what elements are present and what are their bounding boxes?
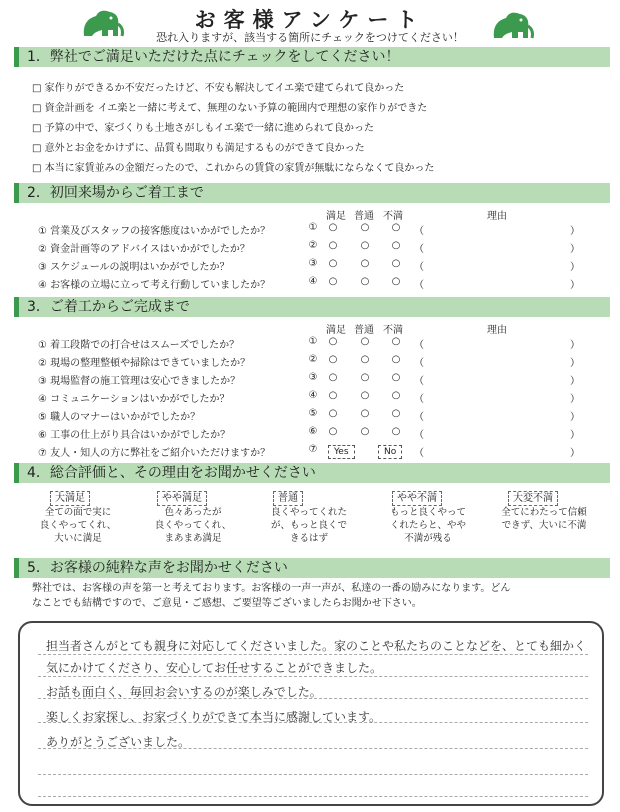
overall-rating-desc: まあまあ満足 — [164, 533, 222, 544]
question-number: ⑥ — [308, 426, 318, 437]
rating-radio[interactable]: ○ — [391, 408, 401, 419]
overall-rating-label: やや不満 — [392, 491, 442, 506]
overall-rating-option[interactable] — [488, 486, 600, 532]
rating-radio[interactable]: ○ — [328, 408, 338, 419]
overall-rating-desc: もっと良くやって — [389, 507, 466, 518]
page-title: お客様アンケート — [194, 8, 426, 32]
overall-rating-desc: 良くやってくれた — [270, 507, 347, 518]
checkbox-item[interactable]: □ 予算の中で、家づくりも土地さがしもイエ楽で一緒に進められて良かった — [32, 123, 375, 134]
question-number: ② — [308, 240, 318, 251]
column-header-satisfied: 満足 — [326, 325, 346, 336]
comment-line: お話も面白く、毎回お会いするのが楽しみでした。 — [46, 685, 322, 699]
rating-radio[interactable]: ○ — [391, 426, 401, 437]
section5-title: 5．お客様の純粋な声をお聞かせください — [14, 558, 610, 578]
rating-radio[interactable]: ○ — [360, 336, 370, 347]
column-header-satisfied: 満足 — [326, 211, 346, 222]
overall-rating-label: 大満足 — [50, 491, 90, 506]
column-header-dissatisfied: 不満 — [383, 211, 403, 222]
rating-radio[interactable]: ○ — [328, 426, 338, 437]
question-number: ⑦ — [308, 444, 318, 455]
no-option[interactable]: No — [378, 445, 402, 459]
question-label: ⑥ 工事の仕上がり具合はいかがでしたか？ — [38, 430, 231, 441]
column-header-reason: 理由 — [487, 325, 507, 336]
rating-radio[interactable]: ○ — [360, 354, 370, 365]
overall-rating-option[interactable] — [137, 486, 249, 545]
overall-rating-option[interactable] — [372, 486, 484, 545]
rating-radio[interactable]: ○ — [328, 240, 338, 251]
question-number: ③ — [308, 372, 318, 383]
question-number: ④ — [308, 276, 318, 287]
reason-close-paren: ） — [570, 412, 580, 423]
yes-option[interactable]: Yes — [328, 445, 355, 459]
overall-rating-desc: できず、大いに不満 — [501, 520, 587, 531]
overall-rating-desc: が、もっと良くで — [270, 520, 347, 531]
question-label: ⑦ 友人・知人の方に弊社をご紹介いただけますか？ — [38, 448, 271, 459]
overall-rating-desc: きるはず — [289, 533, 328, 544]
rating-radio[interactable]: ○ — [328, 222, 338, 233]
reason-close-paren: ） — [570, 358, 580, 369]
column-header-normal: 普通 — [354, 325, 374, 336]
intro-line: 弊社では、お客様の声を第一と考えております。お客様の一声一声が、私達の一番の励みになります。どん — [32, 583, 511, 594]
rating-radio[interactable]: ○ — [328, 354, 338, 365]
reason-open-paren: （ — [414, 262, 424, 273]
rating-radio[interactable]: ○ — [391, 336, 401, 347]
overall-rating-desc: 良くやってくれ、 — [39, 520, 117, 531]
rating-radio[interactable]: ○ — [391, 354, 401, 365]
rating-radio[interactable]: ○ — [360, 390, 370, 401]
comment-line: 楽しくお家探し、お家づくりができて本当に感謝しています。 — [46, 710, 382, 724]
reason-close-paren: ） — [570, 244, 580, 255]
comment-line: ありがとうございました。 — [46, 735, 191, 749]
reason-close-paren: ） — [570, 376, 580, 387]
overall-rating-desc: 良くやってくれ、 — [154, 520, 232, 531]
question-number: ③ — [308, 258, 318, 269]
rating-radio[interactable]: ○ — [360, 222, 370, 233]
question-label: ⑤ 職人のマナーはいかがでしたか？ — [38, 412, 201, 423]
question-label: ④ コミュニケーションはいかがでしたか？ — [38, 394, 230, 405]
rating-radio[interactable]: ○ — [328, 390, 338, 401]
checkbox-item[interactable]: □ 本当に家賃並みの金額だったので、これからの賃貸の家賃が無駄にならなくて良かった — [32, 163, 435, 174]
checkbox-item[interactable]: □ 資金計画を イエ楽と一緒に考えて、無理のない予算の範囲内で理想の家作りができた — [32, 103, 428, 114]
question-number: ① — [308, 336, 318, 347]
question-label: ② 現場の整理整頓や掃除はできていましたか？ — [38, 358, 251, 369]
reason-open-paren: （ — [414, 340, 424, 351]
rating-radio[interactable]: ○ — [391, 222, 401, 233]
overall-rating-desc: 大いに満足 — [54, 533, 102, 544]
overall-rating-desc: 色々あったが — [164, 507, 222, 518]
rating-radio[interactable]: ○ — [391, 390, 401, 401]
question-label: ① 着工段階での打合せはスムーズでしたか？ — [38, 340, 240, 351]
overall-rating-desc: 全てにわたって信頼 — [501, 507, 587, 518]
section1-title: 1．弊社でご満足いただけた点にチェックをしてください！ — [14, 47, 610, 67]
page-subtitle: 恐れ入りますが、該当する箇所にチェックをつけてください！ — [156, 31, 464, 44]
rating-radio[interactable]: ○ — [328, 336, 338, 347]
reason-open-paren: （ — [414, 448, 424, 459]
comment-line: 担当者さんがとても親身に対応してくださいました。家のことや私たちのことなどを、とても細かく — [46, 639, 587, 653]
question-label: ④ お客様の立場に立って考え行動していましたか？ — [38, 280, 271, 291]
overall-rating-desc: くれたらと、やや — [389, 520, 466, 531]
rating-radio[interactable]: ○ — [360, 372, 370, 383]
column-header-normal: 普通 — [354, 211, 374, 222]
reason-close-paren: ） — [570, 430, 580, 441]
overall-rating-option[interactable] — [22, 486, 134, 545]
question-number: ⑤ — [308, 408, 318, 419]
section3-title: 3．ご着工からご完成まで — [14, 297, 610, 317]
reason-open-paren: （ — [414, 394, 424, 405]
reason-close-paren: ） — [570, 340, 580, 351]
rating-radio[interactable]: ○ — [328, 258, 338, 269]
overall-rating-label: やや満足 — [157, 491, 207, 506]
rating-radio[interactable]: ○ — [391, 276, 401, 287]
checkbox-item[interactable]: □ 意外とお金をかけずに、品質も間取りも満足するものができて良かった — [32, 143, 365, 154]
reason-close-paren: ） — [570, 394, 580, 405]
reason-close-paren: ） — [570, 448, 580, 459]
reason-close-paren: ） — [570, 280, 580, 291]
overall-rating-option[interactable] — [253, 486, 365, 545]
column-header-reason: 理由 — [487, 211, 507, 222]
section4-title: 4．総合評価と、その理由をお聞かせください — [14, 463, 610, 483]
question-number: ② — [308, 354, 318, 365]
overall-rating-label: 大変不満 — [508, 491, 558, 506]
rating-radio[interactable]: ○ — [360, 408, 370, 419]
reason-open-paren: （ — [414, 280, 424, 291]
overall-rating-desc: 不満が残る — [404, 533, 452, 544]
intro-line: なことでも結構ですので、ご意見・ご感想、ご要望等ございましたらお聞かせ下さい。 — [32, 598, 422, 609]
rating-radio[interactable]: ○ — [360, 258, 370, 269]
rating-radio[interactable]: ○ — [328, 372, 338, 383]
comment-line: 気にかけてくださり、安心してお任せすることができました。 — [46, 661, 383, 675]
rating-radio[interactable]: ○ — [391, 240, 401, 251]
question-label: ③ 現場監督の施工管理は安心できましたか？ — [38, 376, 241, 387]
overall-rating-label: 普通 — [273, 491, 303, 506]
column-header-dissatisfied: 不満 — [383, 325, 403, 336]
rating-radio[interactable]: ○ — [360, 276, 370, 287]
reason-open-paren: （ — [414, 376, 424, 387]
reason-open-paren: （ — [414, 430, 424, 441]
rating-radio[interactable]: ○ — [360, 426, 370, 437]
reason-open-paren: （ — [414, 226, 424, 237]
rating-radio[interactable]: ○ — [391, 258, 401, 269]
rating-radio[interactable]: ○ — [328, 276, 338, 287]
question-number: ④ — [308, 390, 318, 401]
reason-open-paren: （ — [414, 412, 424, 423]
question-number: ① — [308, 222, 318, 233]
question-label: ② 資金計画等のアドバイスはいかがでしたか？ — [38, 244, 250, 255]
rating-radio[interactable]: ○ — [391, 372, 401, 383]
rating-radio[interactable]: ○ — [360, 240, 370, 251]
overall-rating-desc: 全ての面で実に — [44, 507, 112, 518]
checkbox-item[interactable]: □ 家作りができるか不安だったけど、不安も解決してイエ楽で建てられて良かった — [32, 83, 405, 94]
section2-title: 2．初回来場からご着工まで — [14, 183, 610, 203]
reason-open-paren: （ — [414, 244, 424, 255]
question-label: ③ スケジュールの説明はいかがでしたか？ — [38, 262, 230, 273]
question-label: ① 営業及びスタッフの接客態度はいかがでしたか？ — [38, 226, 271, 237]
reason-close-paren: ） — [570, 262, 580, 273]
reason-close-paren: ） — [570, 226, 580, 237]
reason-open-paren: （ — [414, 358, 424, 369]
